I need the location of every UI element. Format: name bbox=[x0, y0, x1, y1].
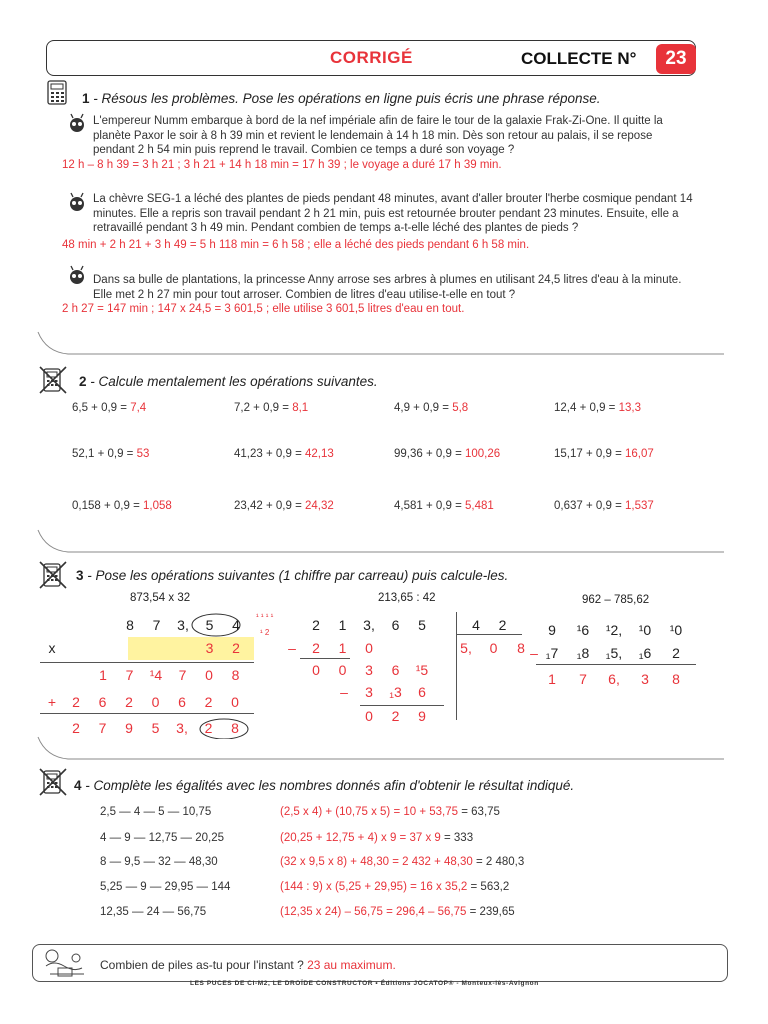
digit-cell: 7 bbox=[178, 667, 187, 683]
digit-cell: ¹0 bbox=[669, 622, 683, 638]
section-divider bbox=[36, 330, 726, 356]
digit-cell: 1 bbox=[99, 667, 107, 683]
calc-answer: 5,8 bbox=[452, 402, 469, 414]
digit-cell: 6 bbox=[391, 662, 400, 678]
calc-answer: 100,26 bbox=[464, 448, 501, 460]
equality-red: (2,5 x 4) + (10,75 x 5) = 10 + 53,75 bbox=[280, 806, 459, 818]
equality-red: (12,35 x 24) – 56,75 = 296,4 – 56,75 bbox=[280, 906, 467, 918]
carry-top: ¹ ¹ ¹ ¹ bbox=[256, 612, 274, 621]
calc-question: 52,1 + 0,9 = bbox=[72, 448, 137, 460]
no-calculator-icon bbox=[38, 365, 68, 395]
digit-cell: 7 bbox=[98, 720, 107, 736]
exercise-2-title bbox=[79, 374, 378, 389]
digit-cell: 4 bbox=[472, 617, 480, 633]
exercise-3-title bbox=[76, 568, 508, 583]
calc-question: 6,5 + 0,9 = bbox=[72, 402, 131, 414]
calc-question: 41,23 + 0,9 = bbox=[234, 448, 305, 460]
mental-calc-item bbox=[72, 402, 146, 414]
plus-sign: + bbox=[47, 694, 57, 710]
calc-answer: 1,537 bbox=[624, 500, 654, 512]
calc-question: 7,2 + 0,9 = bbox=[234, 402, 293, 414]
collecte-label: COLLECTE N° bbox=[521, 49, 637, 68]
mental-calc-item bbox=[554, 500, 654, 512]
digit-cell: 3, bbox=[363, 617, 375, 633]
equality-answer bbox=[280, 856, 524, 868]
equality-result: = 239,65 bbox=[466, 906, 515, 918]
digit-cell: 9 bbox=[418, 708, 426, 724]
calc-answer: 1,058 bbox=[142, 500, 172, 512]
digit-cell: 2 bbox=[312, 617, 320, 633]
exercise-4-number: 4 bbox=[74, 778, 82, 793]
digit-cell: 0 bbox=[312, 662, 320, 678]
digit-cell: 2 bbox=[672, 645, 680, 661]
digit-cell: 2 bbox=[204, 720, 213, 736]
digit-cell: 2 bbox=[391, 708, 400, 724]
digit-cell: 0 bbox=[489, 640, 498, 656]
digit-cell: 3, bbox=[176, 720, 188, 736]
digit-cell: ¹0 bbox=[638, 622, 652, 638]
exercise-2-number: 2 bbox=[79, 374, 87, 389]
times-sign: x bbox=[48, 640, 56, 656]
given-numbers: 8 — 9,5 — 32 — 48,30 bbox=[100, 856, 218, 868]
droid-icon bbox=[66, 112, 88, 134]
problem-2-text: La chèvre SEG-1 a léché des plantes de pieds pendant 48 minutes, avant d'aller brouter l'herbe cosmique pendant 14 minutes. Elle a repris son travail pendant 2 h 21 min, puis est retournée brouter pendant 23 minutes. Ensuite, elle a retravaillé pendant 3 h 49 min. Pendant combien de temps a-t-elle léché des plantes de pieds ? bbox=[93, 193, 693, 234]
mental-calc-item bbox=[234, 402, 308, 414]
exercise-1-instruction: - Résous les problèmes. Pose les opérations en ligne puis écris une phrase réponse. bbox=[89, 91, 601, 106]
mental-calc-item bbox=[394, 448, 500, 460]
digit-cell: 1 bbox=[338, 617, 347, 633]
corrige-label: CORRIGÉ bbox=[330, 48, 413, 67]
section-divider bbox=[36, 735, 726, 761]
digit-cell: 7 bbox=[152, 617, 161, 633]
given-numbers: 2,5 — 4 — 5 — 10,75 bbox=[100, 806, 212, 818]
carry-bottom: ¹ 2 bbox=[260, 628, 270, 637]
digit-cell: 6 bbox=[418, 684, 426, 700]
digit-cell: 0 bbox=[151, 694, 160, 710]
calc-question: 4,9 + 0,9 = bbox=[394, 402, 453, 414]
mental-calc-item bbox=[394, 402, 468, 414]
digit-cell: 1 bbox=[548, 671, 556, 687]
calc-question: 23,42 + 0,9 = bbox=[234, 500, 305, 512]
equality-red: (144 : 9) x (5,25 + 29,95) = 16 x 35,2 bbox=[280, 881, 468, 893]
operation-3-label: 962 – 785,62 bbox=[582, 594, 650, 606]
digit-cell: ₁8 bbox=[576, 645, 590, 661]
digit-cell: 7 bbox=[579, 671, 587, 687]
mental-calc-item bbox=[72, 448, 149, 460]
digit-cell: 1 bbox=[338, 640, 347, 656]
digit-cell: 6, bbox=[608, 671, 620, 687]
calc-question: 15,17 + 0,9 = bbox=[554, 448, 625, 460]
mental-calc-item bbox=[554, 402, 641, 414]
problem-2-answer: 48 min + 2 h 21 + 3 h 49 = 5 h 118 min = 6 h 58 ; elle a léché des pieds pendant 6 h 58 min. bbox=[62, 239, 530, 251]
calc-question: 4,581 + 0,9 = bbox=[394, 500, 465, 512]
digit-cell: 8 bbox=[517, 640, 525, 656]
equality-answer bbox=[280, 881, 509, 893]
exercise-1-number: 1 bbox=[82, 91, 90, 106]
digit-cell: 7 bbox=[125, 667, 134, 683]
digit-cell: 2 bbox=[72, 694, 80, 710]
digit-cell: 9 bbox=[548, 622, 556, 638]
digit-cell: ¹4 bbox=[149, 667, 163, 683]
footer-question-text: Combien de piles as-tu pour l'instant ? bbox=[100, 958, 308, 972]
digit-cell: 8 bbox=[231, 667, 240, 683]
digit-cell: 6 bbox=[391, 617, 400, 633]
equality-red: (32 x 9,5 x 8) + 48,30 = 2 432 + 48,30 bbox=[280, 856, 473, 868]
calc-answer: 53 bbox=[136, 448, 150, 460]
no-calculator-icon bbox=[38, 767, 68, 797]
digit-cell: 6 bbox=[98, 694, 107, 710]
digit-cell: ₁6 bbox=[638, 645, 652, 661]
digit-cell: 3, bbox=[177, 617, 189, 633]
operation-2-label: 213,65 : 42 bbox=[378, 592, 436, 604]
digit-cell: 3 bbox=[205, 640, 214, 656]
equality-answer bbox=[280, 906, 515, 918]
calc-question: 12,4 + 0,9 = bbox=[554, 402, 619, 414]
digit-cell: 5 bbox=[205, 617, 214, 633]
exercise-4-instruction: - Complète les égalités avec les nombres donnés afin d'obtenir le résultat indiqué. bbox=[81, 778, 575, 793]
calculator-icon bbox=[44, 78, 74, 106]
exercise-3-number: 3 bbox=[76, 568, 84, 583]
digit-cell: 2 bbox=[72, 720, 80, 736]
exercise-2-instruction: - Calcule mentalement les opérations suivantes. bbox=[86, 374, 378, 389]
digit-cell: ₁5, bbox=[605, 645, 623, 661]
digit-cell: 5 bbox=[151, 720, 160, 736]
mental-calc-item bbox=[234, 448, 334, 460]
digit-cell: 8 bbox=[231, 720, 239, 736]
equality-red: (20,25 + 12,75 + 4) x 9 = 37 x 9 bbox=[280, 832, 441, 844]
digit-cell: 0 bbox=[231, 694, 239, 710]
digit-cell: 0 bbox=[338, 662, 347, 678]
digit-cell: ¹6 bbox=[576, 622, 590, 638]
equality-result: = 333 bbox=[440, 832, 474, 844]
digit-cell: ¹5 bbox=[415, 662, 429, 678]
calc-answer: 42,13 bbox=[304, 448, 334, 460]
minus-sign: – bbox=[288, 640, 296, 656]
equality-result: = 2 480,3 bbox=[472, 856, 525, 868]
digit-cell: 9 bbox=[125, 720, 133, 736]
digit-cell: 4 bbox=[232, 617, 240, 633]
footer-credits: LES PUCES DE CI-M2, LE DROÏDE CONSTRUCTOR • Éditions JOCATOP® - Monteux-lès-Avignon bbox=[190, 980, 539, 987]
robot-drawing-icon bbox=[40, 946, 90, 980]
collecte-number: 23 bbox=[656, 44, 696, 74]
minus-sign: – bbox=[340, 684, 348, 700]
digit-cell: 2 bbox=[312, 640, 320, 656]
droid-icon bbox=[66, 191, 88, 213]
given-numbers: 4 — 9 — 12,75 — 20,25 bbox=[100, 832, 225, 844]
equality-answer bbox=[280, 806, 500, 818]
digit-cell: 0 bbox=[365, 640, 373, 656]
footer-answer: 23 au maximum. bbox=[307, 958, 396, 972]
digit-cell: ₁3 bbox=[389, 684, 402, 700]
digit-cell: 2 bbox=[125, 694, 133, 710]
digit-cell: 0 bbox=[205, 667, 213, 683]
digit-cell: 0 bbox=[365, 708, 373, 724]
digit-cell: 2 bbox=[204, 694, 213, 710]
calc-question: 0,637 + 0,9 = bbox=[554, 500, 625, 512]
mental-calc-item bbox=[234, 500, 334, 512]
digit-cell: 2 bbox=[498, 617, 507, 633]
footer-question bbox=[100, 958, 396, 972]
digit-cell: 3 bbox=[365, 684, 373, 700]
digit-cell: 6 bbox=[178, 694, 186, 710]
mental-calc-item bbox=[554, 448, 654, 460]
mental-calc-item bbox=[394, 500, 494, 512]
digit-cell: 5, bbox=[460, 640, 472, 656]
calc-answer: 7,4 bbox=[130, 402, 147, 414]
no-calculator-icon bbox=[38, 560, 68, 590]
digit-cell: 8 bbox=[126, 617, 134, 633]
calc-question: 99,36 + 0,9 = bbox=[394, 448, 465, 460]
digit-cell: 3 bbox=[641, 671, 649, 687]
digit-cell: 2 bbox=[232, 640, 240, 656]
given-numbers: 5,25 — 9 — 29,95 — 144 bbox=[100, 881, 231, 893]
equality-answer bbox=[280, 832, 473, 844]
calc-answer: 24,32 bbox=[304, 500, 334, 512]
given-numbers: 12,35 — 24 — 56,75 bbox=[100, 906, 207, 918]
section-divider bbox=[36, 528, 726, 554]
calc-answer: 8,1 bbox=[292, 402, 309, 414]
calc-answer: 5,481 bbox=[464, 500, 494, 512]
calc-question: 0,158 + 0,9 = bbox=[72, 500, 143, 512]
droid-icon bbox=[66, 264, 88, 286]
digit-cell: 3 bbox=[365, 662, 373, 678]
digit-cell: ¹2, bbox=[605, 622, 623, 638]
problem-3-answer: 2 h 27 = 147 min ; 147 x 24,5 = 3 601,5 ; elle utilise 3 601,5 litres d'eau en tout. bbox=[62, 303, 465, 315]
exercise-4-title bbox=[74, 778, 574, 793]
equality-result: = 563,2 bbox=[467, 881, 510, 893]
minus-sign: – bbox=[530, 645, 538, 661]
problem-1-answer: 12 h – 8 h 39 = 3 h 21 ; 3 h 21 + 14 h 18 min = 17 h 39 ; le voyage a duré 17 h 39 min. bbox=[62, 159, 502, 171]
digit-cell: 5 bbox=[418, 617, 426, 633]
problem-3-text: Dans sa bulle de plantations, la princesse Anny arrose ses arbres à plumes en utilisant 24,5 litres d'eau à la minute. Elle met 2 h 27 min pour tout arroser. Combien de litres d'eau utilise-t-elle en tout ? bbox=[93, 274, 682, 301]
calc-answer: 16,07 bbox=[624, 448, 654, 460]
exercise-1-title bbox=[82, 91, 601, 106]
equality-result: = 63,75 bbox=[458, 806, 500, 818]
operation-1-label: 873,54 x 32 bbox=[130, 592, 191, 604]
digit-cell: ₁7 bbox=[545, 645, 559, 661]
problem-1-text: L'empereur Numm embarque à bord de la nef impériale afin de faire le tour de la galaxie Frak-Zi-One. Il quitte la planète Paxor le soir à 8 h 39 min et revient le lendemain à 14 h 18 min. Dès son retour au palais, il se repose pendant 2 h 54 min puis reprend le travail. Combien ce temps a duré son voyage ? bbox=[93, 115, 663, 156]
mental-calc-item bbox=[72, 500, 172, 512]
exercise-3-instruction: - Pose les opérations suivantes (1 chiffre par carreau) puis calcule-les. bbox=[83, 568, 509, 583]
digit-cell: 8 bbox=[672, 671, 680, 687]
calc-answer: 13,3 bbox=[618, 402, 641, 414]
